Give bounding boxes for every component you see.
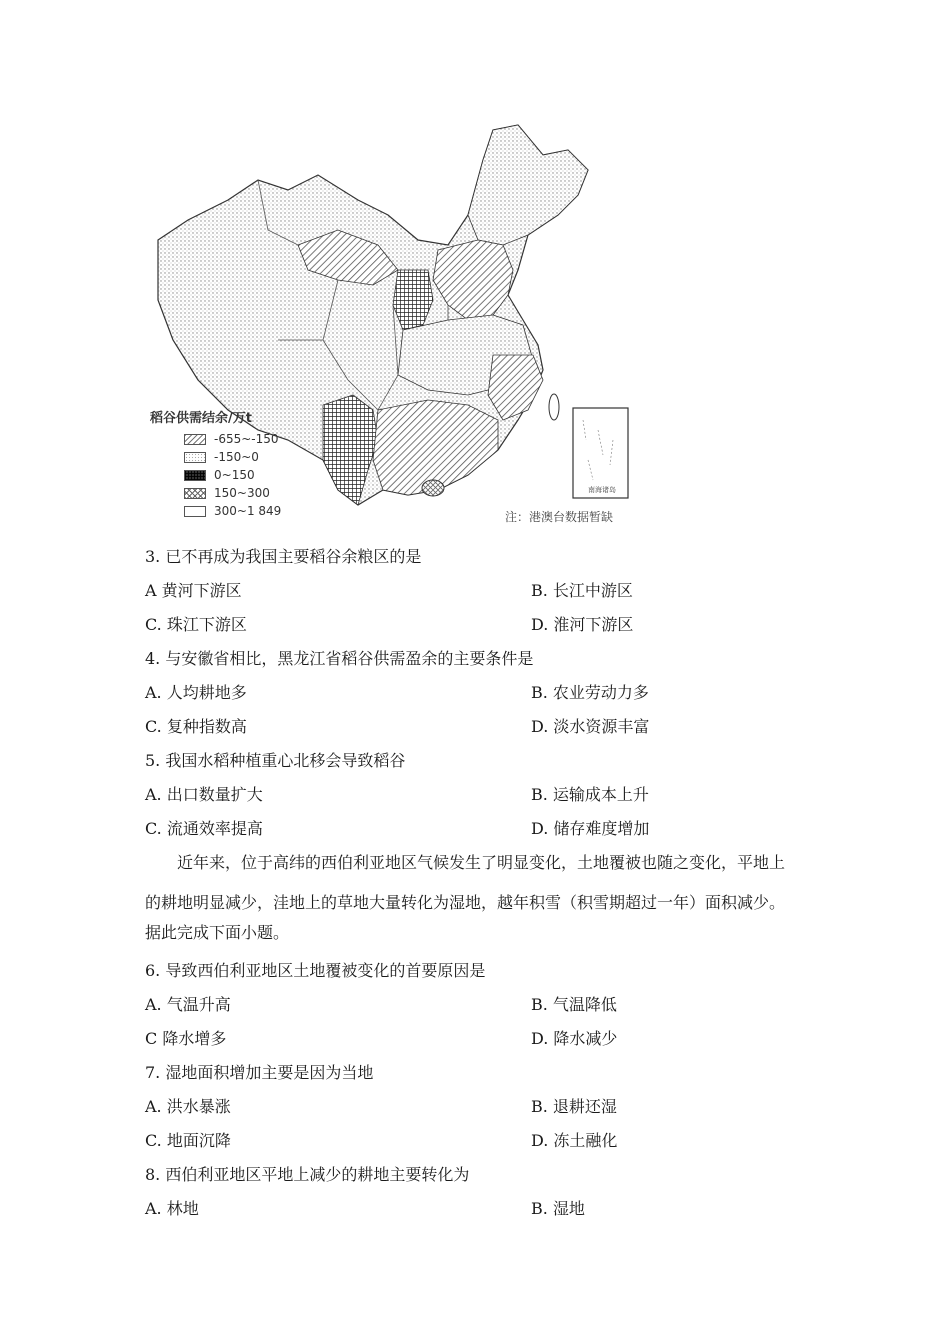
question-stem: 4. 与安徽省相比，黑龙江省稻谷供需盈余的主要条件是 bbox=[145, 649, 534, 668]
option-a: A. 出口数量扩大 bbox=[145, 785, 263, 804]
inset-label: 南海诸岛 bbox=[588, 486, 616, 494]
passage-line: 据此完成下面小题。 bbox=[145, 923, 290, 942]
legend-item: 150~300 bbox=[150, 484, 281, 502]
legend-title: 稻谷供需结余/万t bbox=[150, 411, 252, 426]
option-a: A 黄河下游区 bbox=[145, 581, 242, 600]
legend-item: -655~-150 bbox=[150, 430, 281, 448]
option-d: D. 储存难度增加 bbox=[531, 819, 650, 838]
option-c: C. 流通效率提高 bbox=[145, 819, 263, 838]
passage-line: 近年来，位于高纬的西伯利亚地区气候发生了明显变化，土地覆被也随之变化，平地上 bbox=[177, 853, 786, 872]
options-row bbox=[145, 1022, 815, 1056]
legend-item: 0~150 bbox=[150, 466, 281, 484]
option-c: C 降水增多 bbox=[145, 1029, 227, 1048]
legend-swatch bbox=[184, 506, 206, 517]
options-row bbox=[145, 1124, 815, 1158]
legend-item: -150~0 bbox=[150, 448, 281, 466]
map-legend bbox=[150, 410, 281, 520]
options-row bbox=[145, 778, 815, 812]
northeast-region bbox=[468, 125, 588, 245]
options-row bbox=[145, 710, 815, 744]
option-a: A. 气温升高 bbox=[145, 995, 231, 1014]
options-row bbox=[145, 988, 815, 1022]
question-stem: 7. 湿地面积增加主要是因为当地 bbox=[145, 1063, 374, 1082]
option-b: B. 气温降低 bbox=[531, 995, 617, 1014]
option-d: D. 淡水资源丰富 bbox=[531, 717, 650, 736]
options-row bbox=[145, 676, 815, 710]
taiwan-island bbox=[549, 394, 559, 420]
option-a: A. 林地 bbox=[145, 1199, 199, 1218]
legend-swatch bbox=[184, 452, 206, 463]
option-b: B. 农业劳动力多 bbox=[531, 683, 649, 702]
map-note: 注：港澳台数据暂缺 bbox=[505, 510, 614, 524]
options-row bbox=[145, 1090, 815, 1124]
options-row bbox=[145, 812, 815, 846]
south-sea-inset bbox=[573, 408, 628, 498]
question-stem: 5. 我国水稻种植重心北移会导致稻谷 bbox=[145, 751, 406, 770]
options-row bbox=[145, 608, 815, 642]
question-content bbox=[145, 540, 815, 1226]
question-stem: 8. 西伯利亚地区平地上减少的耕地主要转化为 bbox=[145, 1165, 470, 1184]
option-d: D. 冻土融化 bbox=[531, 1131, 618, 1150]
legend-swatch bbox=[184, 470, 206, 481]
legend-swatch bbox=[184, 488, 206, 499]
question-stem: 6. 导致西伯利亚地区土地覆被变化的首要原因是 bbox=[145, 961, 486, 980]
option-c: C. 地面沉降 bbox=[145, 1131, 231, 1150]
passage bbox=[145, 846, 815, 954]
passage-line: 的耕地明显减少，洼地上的草地大量转化为湿地，越年积雪（积雪期超过一年）面积减少。 bbox=[145, 893, 786, 912]
option-b: B. 长江中游区 bbox=[531, 581, 633, 600]
legend-swatch bbox=[184, 434, 206, 445]
question-stem: 3. 已不再成为我国主要稻谷余粮区的是 bbox=[145, 547, 422, 566]
options-row bbox=[145, 574, 815, 608]
legend-item: 300~1 849 bbox=[150, 502, 281, 520]
hainan-island bbox=[422, 480, 444, 496]
option-a: A. 洪水暴涨 bbox=[145, 1097, 231, 1116]
option-b: B. 退耕还湿 bbox=[531, 1097, 617, 1116]
option-b: B. 运输成本上升 bbox=[531, 785, 649, 804]
option-d: D. 淮河下游区 bbox=[531, 615, 634, 634]
options-row bbox=[145, 1192, 815, 1226]
option-c: C. 复种指数高 bbox=[145, 717, 247, 736]
option-b: B. 湿地 bbox=[531, 1199, 585, 1218]
option-c: C. 珠江下游区 bbox=[145, 615, 247, 634]
option-a: A. 人均耕地多 bbox=[145, 683, 247, 702]
option-d: D. 降水减少 bbox=[531, 1029, 618, 1048]
